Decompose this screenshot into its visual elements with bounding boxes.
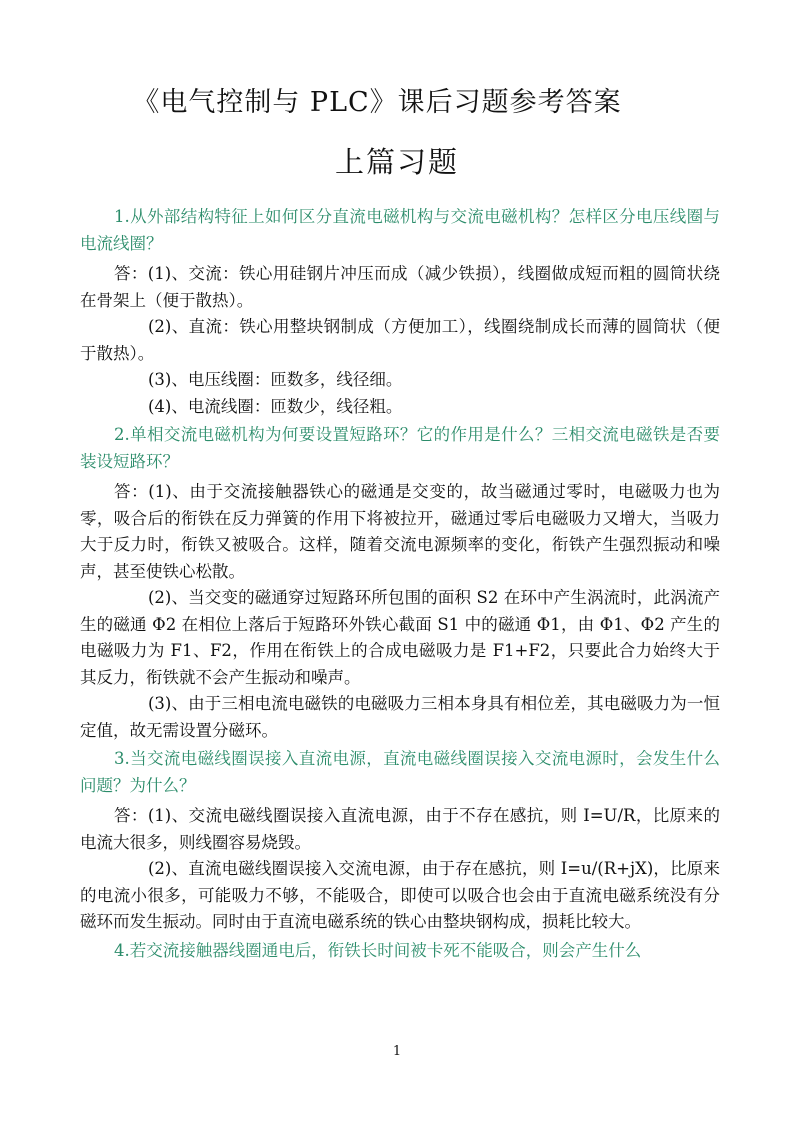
document-body xyxy=(80,204,720,968)
section-heading: 上篇习题 xyxy=(334,145,459,179)
answer-2-part-1: 答：(1)、由于交流接触器铁心的磁通是交变的，故当磁通过零时，电磁吸力也为零，吸合后的衔铁在反力弹簧的作用下将被拉开，磁通过零后电磁吸力又增大，当吸力大于反力时，衔铁又被吸合。这样，随着交流电源频率的变化，衔铁产生强烈振动和噪声，甚至使铁心松散。 xyxy=(80,482,720,581)
answer-1-part-4: (4)、电流线圈：匝数少，线径粗。 xyxy=(148,396,403,416)
answer-3-part-1: 答：(1)、交流电磁线圈误接入直流电源，由于不存在感抗，则 I=U/R，比原来的电流大很多，则线圈容易烧毁。 xyxy=(80,806,720,852)
page-number: 1 xyxy=(392,1044,402,1059)
question-3: 3.当交流电磁线圈误接入直流电源，直流电磁线圈误接入交流电源时，会发生什么问题？为什么？ xyxy=(80,749,720,795)
answer-1-part-1: 答：(1)、交流：铁心用硅钢片冲压而成（减少铁损），线圈做成短而粗的圆筒状绕在骨架上（便于散热）。 xyxy=(80,264,720,310)
question-1: 1.从外部结构特征上如何区分直流电磁机构与交流电磁机构？怎样区分电压线圈与电流线圈？ xyxy=(80,207,720,253)
answer-2-part-2: (2)、当交变的磁通穿过短路环所包围的面积 S2 在环中产生涡流时，此涡流产生的磁通 Φ2 在相位上落后于短路环外铁心截面 S1 中的磁通 Φ1，由 Φ1、Φ2 产生的电磁吸力为 F1、F2，作用在衔铁上的合成电磁吸力是 F1+F2，只要此合力始终大于其反力，衔铁就不会产生振动和噪声。 xyxy=(80,588,720,687)
question-4: 4.若交流接触器线圈通电后，衔铁长时间被卡死不能吸合，则会产生什么 xyxy=(114,940,642,960)
question-2: 2.单相交流电磁机构为何要设置短路环？它的作用是什么？三相交流电磁铁是否要装设短路环？ xyxy=(80,425,720,471)
answer-1-part-3: (3)、电压线圈：匝数多，线径细。 xyxy=(148,370,403,389)
answer-3-part-2: (2)、直流电磁线圈误接入交流电源，由于存在感抗，则 I=u/(R+jX)，比原来的电流小很多，可能吸力不够，不能吸合，即使可以吸合也会由于直流电磁系统没有分磁环而发生振动。同时由于直流电磁系统的铁心由整块钢构成，损耗比较大。 xyxy=(80,859,720,931)
answer-1-part-2: (2)、直流：铁心用整块钢制成（方便加工），线圈绕制成长而薄的圆筒状（便于散热）。 xyxy=(80,317,720,363)
document-title: 《电气控制与 PLC》课后习题参考答案 xyxy=(132,87,622,118)
answer-2-part-3: (3)、由于三相电流电磁铁的电磁吸力三相本身具有相位差，其电磁吸力为一恒定值，故无需设置分磁环。 xyxy=(80,694,720,740)
